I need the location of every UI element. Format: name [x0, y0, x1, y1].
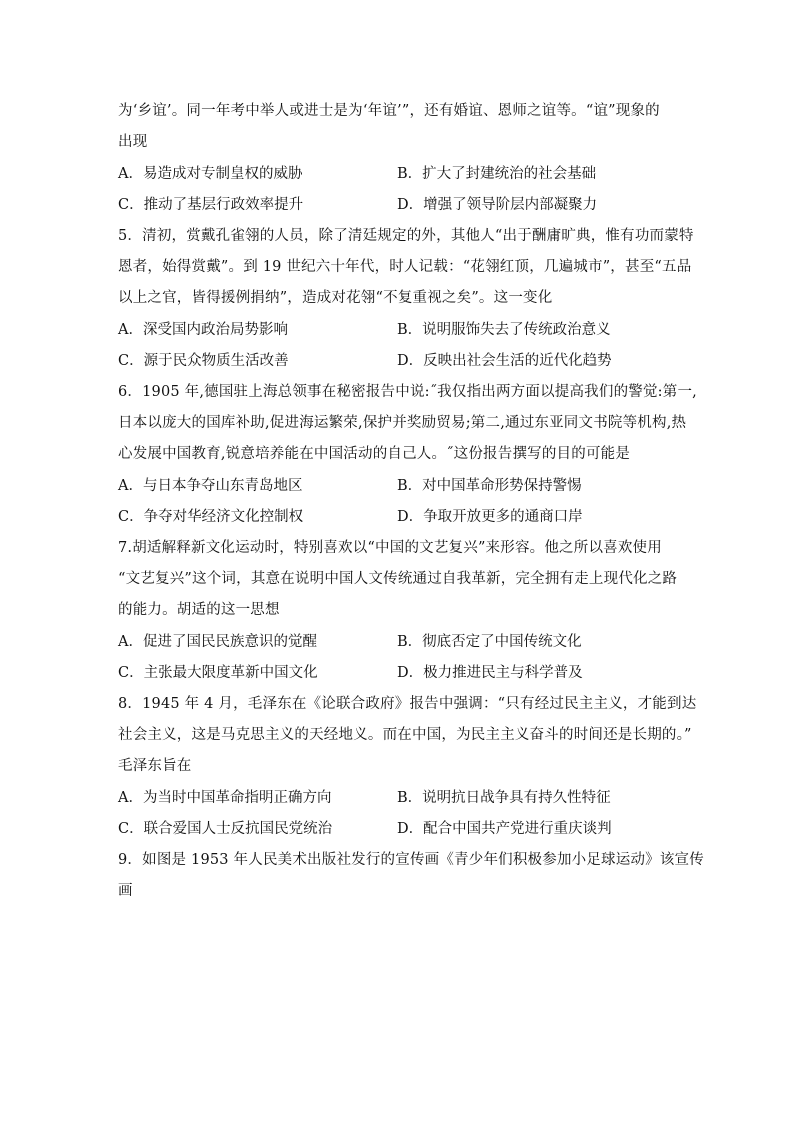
q8-option-c[interactable]: C．联合爱国人士反抗国民党统治: [118, 821, 333, 837]
q4-option-d[interactable]: D．增强了领导阶层内部凝聚力: [397, 197, 598, 213]
q6-stem-line-1: 6．1905 年,德国驻上海总领事在秘密报告中说:˝我仅指出两方面以提高我们的警觉:第一,: [118, 384, 697, 400]
q5-stem-line-3: 以上之官，皆得援例捐纳”，造成对花翎“不复重视之矣”。这一变化: [118, 290, 553, 306]
q4-option-b[interactable]: B．扩大了封建统治的社会基础: [397, 166, 597, 182]
q6-option-d[interactable]: D．争取开放更多的通商口岸: [397, 509, 583, 525]
q6-option-b[interactable]: B．对中国革命形势保持警惕: [397, 478, 582, 494]
q6-stem-line-3: 心发展中国教育,锐意培养能在中国活动的自己人。˝这份报告撰写的目的可能是: [118, 446, 631, 462]
q7-option-a[interactable]: A．促进了国民民族意识的觉醒: [118, 634, 317, 650]
q4-option-c[interactable]: C．推动了基层行政效率提升: [118, 197, 304, 213]
q7-stem-line-1: 7.胡适解释新文化运动时，特别喜欢以“中国的文艺复兴”来形容。他之所以喜欢使用: [118, 540, 662, 556]
q5-stem-line-1: 5．清初，赏戴孔雀翎的人员，除了清廷规定的外，其他人“出于酬庸旷典，惟有功而蒙特: [118, 228, 694, 244]
q8-option-a[interactable]: A．为当时中国革命指明正确方向: [118, 790, 332, 806]
q5-option-d[interactable]: D．反映出社会生活的近代化趋势: [397, 353, 612, 369]
q8-option-d[interactable]: D．配合中国共产党进行重庆谈判: [397, 821, 612, 837]
q5-option-a[interactable]: A．深受国内政治局势影响: [118, 322, 288, 338]
q4-option-a[interactable]: A．易造成对专制皇权的威胁: [118, 166, 303, 182]
q7-option-b[interactable]: B．彻底否定了中国传统文化: [397, 634, 582, 650]
q7-option-c[interactable]: C．主张最大限度革新中国文化: [118, 665, 318, 681]
q6-option-a[interactable]: A．与日本争夺山东青岛地区: [118, 478, 303, 494]
q7-stem-line-3: 的能力。胡适的这一思想: [118, 602, 280, 618]
q8-stem-line-3: 毛泽东旨在: [118, 758, 192, 774]
q8-stem-line-1: 8．1945 年 4 月，毛泽东在《论联合政府》报告中强调：“只有经过民主主义，才能到达: [118, 696, 697, 712]
q5-option-b[interactable]: B．说明服饰失去了传统政治意义: [397, 322, 611, 338]
q4-stem-line-2: 出现: [118, 134, 148, 150]
q7-stem-line-2: “文艺复兴”这个词，其意在说明中国人文传统通过自我革新，完全拥有走上现代化之路: [118, 571, 678, 587]
q6-option-c[interactable]: C．争夺对华经济文化控制权: [118, 509, 304, 525]
q5-stem-line-2: 恩者，始得赏戴”。到 19 世纪六十年代，时人记载：“花翎红顶，几遍城市”，甚至“五品: [118, 259, 692, 275]
q6-stem-line-2: 日本以庞大的国库补助,促进海运繁荣,保护并奖励贸易;第二,通过东亚同文书院等机构,热: [118, 415, 687, 431]
q9-stem-line-2: 画: [118, 883, 133, 899]
q4-stem-line-1: 为‘乡谊’。同一年考中举人或进士是为‘年谊’”，还有婚谊、恩师之谊等。“谊”现象的: [118, 103, 660, 119]
q9-stem-line-1: 9．如图是 1953 年人民美术出版社发行的宣传画《青少年们积极参加小足球运动》该宣传: [118, 852, 704, 868]
q5-option-c[interactable]: C．源于民众物质生活改善: [118, 353, 289, 369]
q7-option-d[interactable]: D．极力推进民主与科学普及: [397, 665, 583, 681]
q8-option-b[interactable]: B．说明抗日战争具有持久性特征: [397, 790, 611, 806]
q8-stem-line-2: 社会主义，这是马克思主义的天经地义。而在中国，为民主主义奋斗的时间还是长期的。”: [118, 727, 692, 743]
